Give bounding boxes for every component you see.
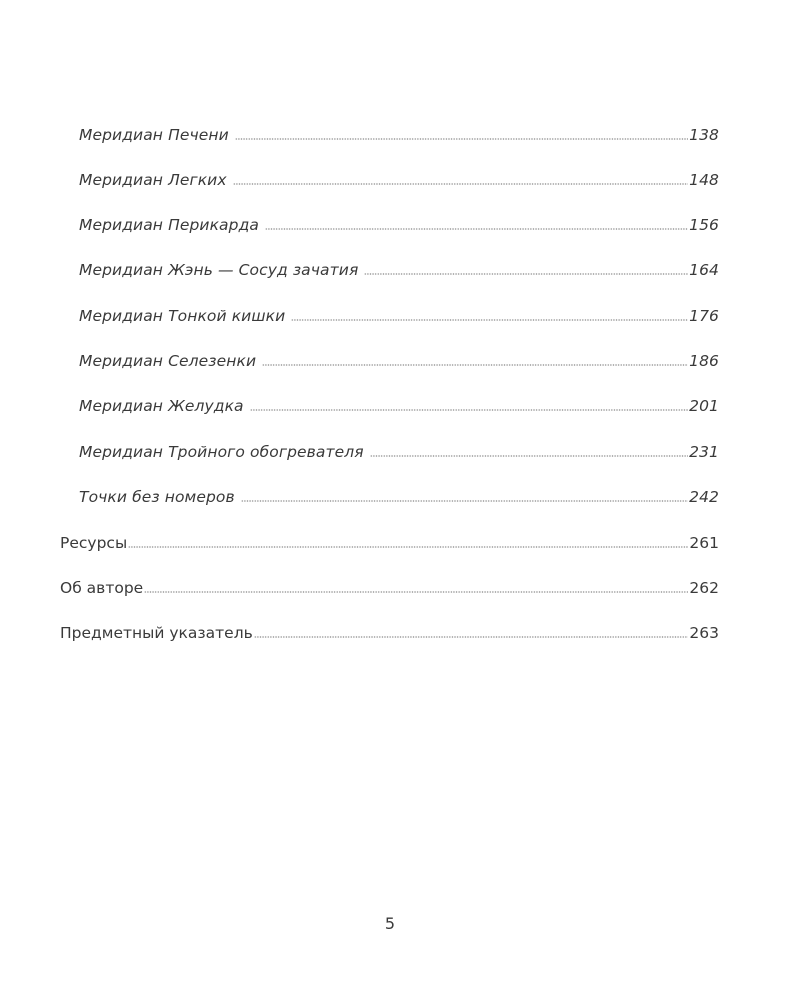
page-number: 5	[384, 914, 396, 933]
dot-leader	[250, 409, 688, 411]
toc-entry-subject-index[interactable]	[60, 621, 719, 645]
toc-entry-stomach-meridian[interactable]	[79, 394, 719, 418]
toc-entry-triple-burner-meridian[interactable]	[79, 440, 719, 464]
toc-entry-lung-meridian[interactable]	[79, 168, 719, 192]
toc-entry-title: Предметный указатель	[60, 624, 253, 642]
toc-entry-page: 263	[689, 624, 719, 642]
toc-entry-page: 176	[689, 307, 719, 325]
toc-entry-pericardium-meridian[interactable]	[79, 213, 719, 237]
toc-entry-page: 261	[689, 534, 719, 552]
dot-leader	[254, 636, 689, 638]
toc-entry-title: Об авторе	[60, 579, 144, 597]
toc-entry-title: Меридиан Желудка	[79, 397, 244, 415]
toc-entry-page: 138	[689, 126, 719, 144]
toc-entry-title: Меридиан Легких	[79, 171, 227, 189]
dot-leader	[233, 183, 688, 185]
toc-entry-spleen-meridian[interactable]	[79, 349, 719, 373]
toc-entry-title: Меридиан Жэнь — Сосуд зачатия	[79, 261, 359, 279]
toc-entry-title: Меридиан Тонкой кишки	[79, 307, 286, 325]
toc-entry-page: 262	[689, 579, 719, 597]
toc-entry-title: Меридиан Тройного обогревателя	[79, 443, 364, 461]
dot-leader	[241, 500, 688, 502]
toc-entry-page: 242	[689, 488, 719, 506]
toc-entry-ren-meridian[interactable]	[79, 258, 719, 282]
dot-leader	[235, 138, 688, 140]
dot-leader	[144, 591, 688, 593]
toc-entry-page: 148	[689, 171, 719, 189]
dot-leader	[370, 455, 688, 457]
toc-entry-extra-points[interactable]	[79, 485, 719, 509]
toc-entry-page: 186	[689, 352, 719, 370]
dot-leader	[262, 364, 688, 366]
toc-entry-title: Меридиан Печени	[79, 126, 229, 144]
toc-entry-page: 201	[689, 397, 719, 415]
toc-entry-small-intestine-meridian[interactable]	[79, 304, 719, 328]
dot-leader	[291, 319, 688, 321]
toc-entry-resources[interactable]	[60, 531, 719, 555]
toc-entry-title: Точки без номеров	[79, 488, 235, 506]
toc-entry-page: 156	[689, 216, 719, 234]
toc-entry-title: Меридиан Селезенки	[79, 352, 257, 370]
toc-entry-title: Меридиан Перикарда	[79, 216, 259, 234]
toc-entry-liver-meridian[interactable]	[79, 123, 719, 147]
toc-entry-about-author[interactable]	[60, 576, 719, 600]
toc-entry-page: 164	[689, 261, 719, 279]
dot-leader	[128, 546, 688, 548]
dot-leader	[364, 273, 688, 275]
dot-leader	[265, 228, 688, 230]
toc-entry-page: 231	[689, 443, 719, 461]
toc-entry-title: Ресурсы	[60, 534, 128, 552]
